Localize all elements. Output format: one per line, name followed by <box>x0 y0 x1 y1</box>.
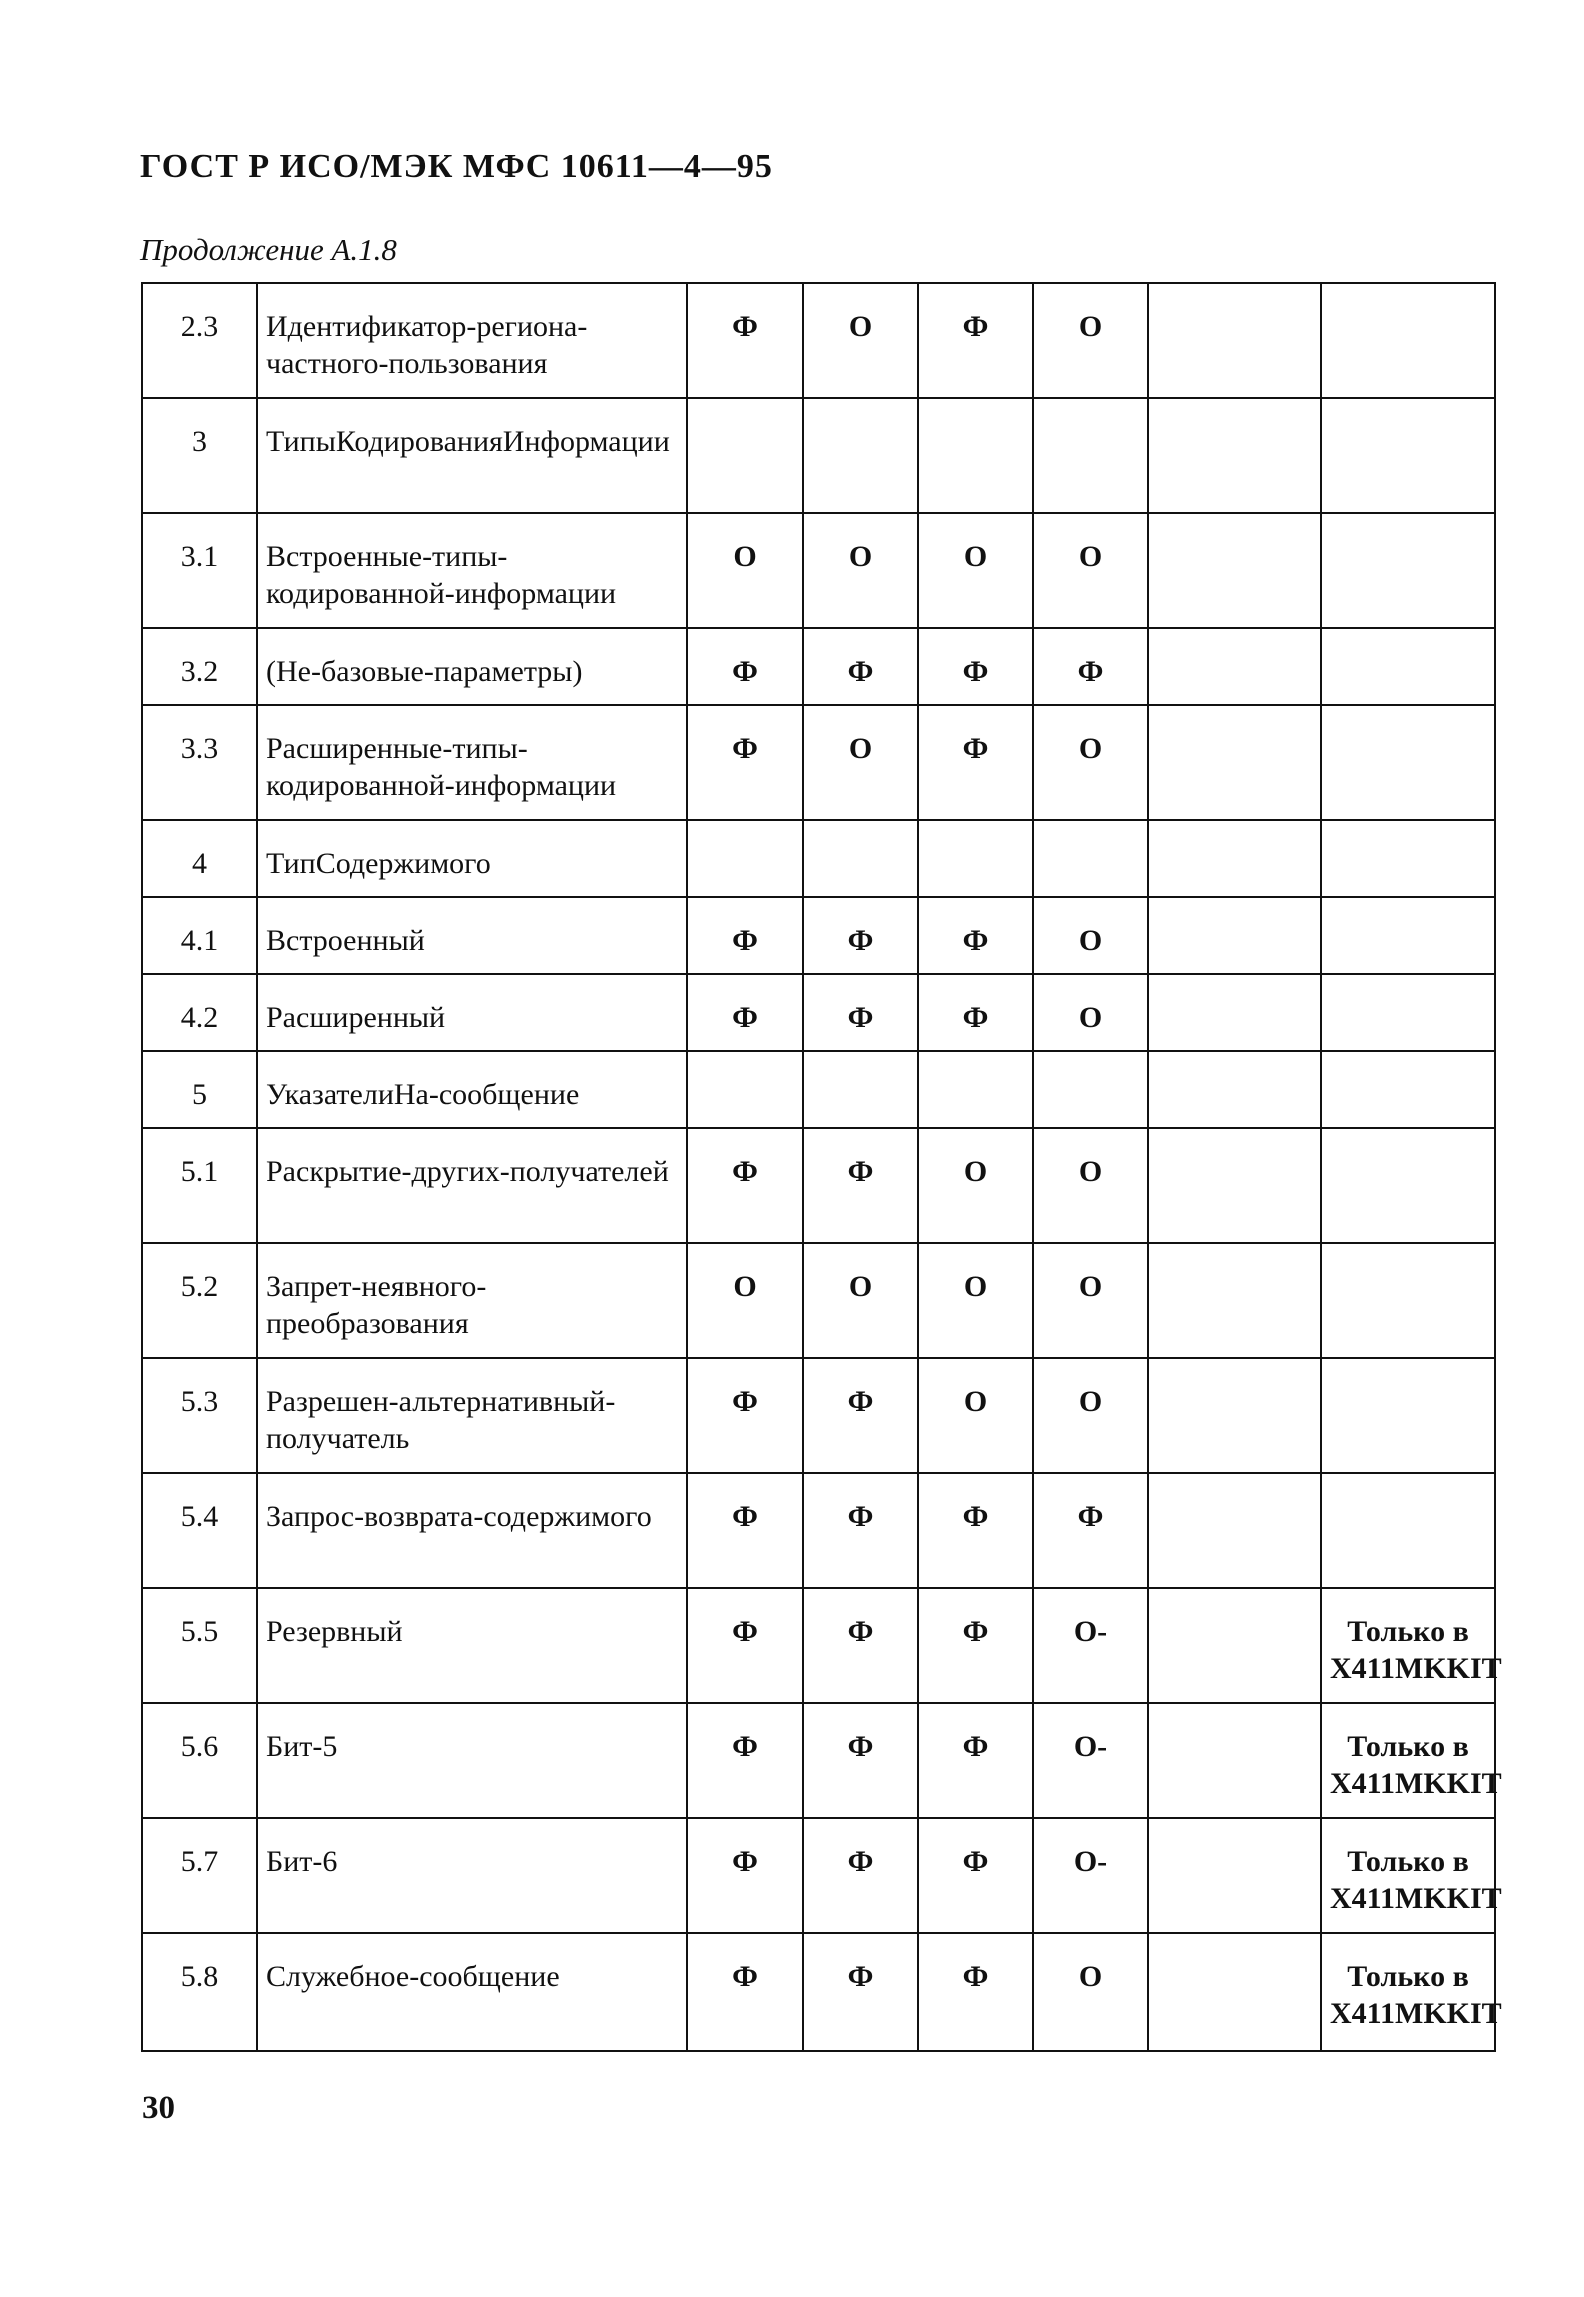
value-cell-5 <box>1148 1473 1321 1588</box>
row-name: Резервный <box>257 1588 687 1703</box>
table-row <box>142 705 1495 820</box>
value-cell-2: Ф <box>803 1128 918 1243</box>
value-cell-4 <box>1033 398 1148 513</box>
value-cell-1: Ф <box>687 1933 803 2051</box>
value-cell-5 <box>1148 628 1321 705</box>
note-cell <box>1321 705 1495 820</box>
note-cell <box>1321 1128 1495 1243</box>
value-cell-4: О <box>1033 513 1148 628</box>
value-cell-2: Ф <box>803 1933 918 2051</box>
table-row <box>142 820 1495 897</box>
row-name: Расширенные-типы-кодированной-информации <box>257 705 687 820</box>
value-cell-1: Ф <box>687 1818 803 1933</box>
value-cell-4: О <box>1033 1358 1148 1473</box>
table-row <box>142 513 1495 628</box>
value-cell-2: Ф <box>803 1818 918 1933</box>
table-row <box>142 1243 1495 1358</box>
value-cell-3 <box>918 1051 1033 1128</box>
value-cell-5 <box>1148 1588 1321 1703</box>
value-cell-5 <box>1148 283 1321 398</box>
value-cell-1: Ф <box>687 705 803 820</box>
value-cell-5 <box>1148 897 1321 974</box>
row-name: Раскрытие-других-получателей <box>257 1128 687 1243</box>
table-row <box>142 1473 1495 1588</box>
value-cell-3: Ф <box>918 974 1033 1051</box>
value-cell-4: О <box>1033 1128 1148 1243</box>
row-name: Запрет-неявного-преобразования <box>257 1243 687 1358</box>
note-cell: Только в X411MKKIT <box>1321 1703 1495 1818</box>
value-cell-1: Ф <box>687 897 803 974</box>
row-number: 5.3 <box>142 1358 257 1473</box>
value-cell-5 <box>1148 1243 1321 1358</box>
value-cell-4 <box>1033 820 1148 897</box>
value-cell-2 <box>803 1051 918 1128</box>
value-cell-1 <box>687 1051 803 1128</box>
row-number: 5.5 <box>142 1588 257 1703</box>
row-number: 5.7 <box>142 1818 257 1933</box>
page-header: ГОСТ Р ИСО/МЭК МФС 10611—4—95 <box>140 148 773 185</box>
row-number: 5.6 <box>142 1703 257 1818</box>
row-name: Встроенный <box>257 897 687 974</box>
value-cell-2: Ф <box>803 897 918 974</box>
value-cell-3: Ф <box>918 1703 1033 1818</box>
value-cell-5 <box>1148 705 1321 820</box>
table-row <box>142 398 1495 513</box>
value-cell-5 <box>1148 1818 1321 1933</box>
value-cell-4: О- <box>1033 1818 1148 1933</box>
value-cell-2: Ф <box>803 1473 918 1588</box>
value-cell-2 <box>803 820 918 897</box>
value-cell-3: Ф <box>918 1473 1033 1588</box>
table-row <box>142 1703 1495 1818</box>
value-cell-5 <box>1148 1933 1321 2051</box>
value-cell-2: О <box>803 513 918 628</box>
note-cell <box>1321 820 1495 897</box>
value-cell-5 <box>1148 1358 1321 1473</box>
value-cell-1: Ф <box>687 628 803 705</box>
value-cell-2 <box>803 398 918 513</box>
row-number: 3 <box>142 398 257 513</box>
note-cell <box>1321 513 1495 628</box>
note-cell: Только в X411MKKIT <box>1321 1933 1495 2051</box>
value-cell-2: Ф <box>803 1358 918 1473</box>
value-cell-3: Ф <box>918 1588 1033 1703</box>
value-cell-1: Ф <box>687 1703 803 1818</box>
row-name: Бит-6 <box>257 1818 687 1933</box>
value-cell-2: Ф <box>803 1588 918 1703</box>
value-cell-3: О <box>918 1358 1033 1473</box>
value-cell-1: Ф <box>687 1358 803 1473</box>
row-number: 3.2 <box>142 628 257 705</box>
row-number: 5.4 <box>142 1473 257 1588</box>
table-row <box>142 1358 1495 1473</box>
row-name: Служебное-сообщение <box>257 1933 687 2051</box>
row-name: УказателиНа-сообщение <box>257 1051 687 1128</box>
row-name: Расширенный <box>257 974 687 1051</box>
value-cell-4: Ф <box>1033 628 1148 705</box>
note-cell <box>1321 974 1495 1051</box>
table-row <box>142 628 1495 705</box>
value-cell-3: О <box>918 513 1033 628</box>
note-cell <box>1321 897 1495 974</box>
value-cell-1: Ф <box>687 1588 803 1703</box>
value-cell-4: О- <box>1033 1703 1148 1818</box>
note-cell <box>1321 1051 1495 1128</box>
table-row <box>142 1588 1495 1703</box>
value-cell-5 <box>1148 1051 1321 1128</box>
note-cell <box>1321 1473 1495 1588</box>
value-cell-5 <box>1148 1703 1321 1818</box>
row-number: 3.3 <box>142 705 257 820</box>
row-name: (Не-базовые-параметры) <box>257 628 687 705</box>
value-cell-5 <box>1148 974 1321 1051</box>
continuation-caption: Продолжение А.1.8 <box>140 232 397 267</box>
value-cell-5 <box>1148 398 1321 513</box>
row-name: ТипыКодированияИнформации <box>257 398 687 513</box>
note-cell <box>1321 1358 1495 1473</box>
value-cell-2: Ф <box>803 628 918 705</box>
table-row <box>142 283 1495 398</box>
value-cell-3: Ф <box>918 705 1033 820</box>
value-cell-4: О <box>1033 974 1148 1051</box>
value-cell-3 <box>918 398 1033 513</box>
row-name: Бит-5 <box>257 1703 687 1818</box>
value-cell-4: Ф <box>1033 1473 1148 1588</box>
note-cell <box>1321 1243 1495 1358</box>
note-cell <box>1321 628 1495 705</box>
value-cell-5 <box>1148 1128 1321 1243</box>
value-cell-4: О <box>1033 283 1148 398</box>
value-cell-1 <box>687 820 803 897</box>
value-cell-2: Ф <box>803 1703 918 1818</box>
row-number: 4.1 <box>142 897 257 974</box>
table-row <box>142 1051 1495 1128</box>
value-cell-4: О <box>1033 705 1148 820</box>
row-name: Разрешен-альтернативный-получатель <box>257 1358 687 1473</box>
note-cell <box>1321 398 1495 513</box>
note-cell: Только в X411MKKIT <box>1321 1818 1495 1933</box>
value-cell-4 <box>1033 1051 1148 1128</box>
note-cell <box>1321 283 1495 398</box>
value-cell-1: Ф <box>687 1473 803 1588</box>
value-cell-5 <box>1148 820 1321 897</box>
row-number: 3.1 <box>142 513 257 628</box>
value-cell-3: О <box>918 1243 1033 1358</box>
value-cell-4: О <box>1033 1243 1148 1358</box>
row-number: 4.2 <box>142 974 257 1051</box>
value-cell-4: О <box>1033 1933 1148 2051</box>
value-cell-2: О <box>803 283 918 398</box>
table-row <box>142 1933 1495 2051</box>
value-cell-2: О <box>803 705 918 820</box>
value-cell-2: О <box>803 1243 918 1358</box>
value-cell-1: Ф <box>687 974 803 1051</box>
row-number: 5.8 <box>142 1933 257 2051</box>
table-row <box>142 897 1495 974</box>
value-cell-3: Ф <box>918 1933 1033 2051</box>
value-cell-2: Ф <box>803 974 918 1051</box>
row-number: 5 <box>142 1051 257 1128</box>
row-number: 5.1 <box>142 1128 257 1243</box>
value-cell-3: О <box>918 1128 1033 1243</box>
value-cell-1: О <box>687 513 803 628</box>
row-number: 4 <box>142 820 257 897</box>
row-name: Встроенные-типы-кодированной-информации <box>257 513 687 628</box>
value-cell-1: О <box>687 1243 803 1358</box>
table-row <box>142 1128 1495 1243</box>
row-number: 2.3 <box>142 283 257 398</box>
value-cell-3 <box>918 820 1033 897</box>
value-cell-1: Ф <box>687 1128 803 1243</box>
row-number: 5.2 <box>142 1243 257 1358</box>
value-cell-5 <box>1148 513 1321 628</box>
value-cell-3: Ф <box>918 897 1033 974</box>
value-cell-4: О- <box>1033 1588 1148 1703</box>
table-body <box>142 283 1502 2051</box>
table-row <box>142 974 1495 1051</box>
spec-table <box>141 282 1502 2052</box>
page-number: 30 <box>142 2090 175 2126</box>
row-name: Идентификатор-региона-частного-пользования <box>257 283 687 398</box>
row-name: ТипСодержимого <box>257 820 687 897</box>
table-row <box>142 1818 1495 1933</box>
value-cell-4: О <box>1033 897 1148 974</box>
note-cell: Только в X411MKKIT <box>1321 1588 1495 1703</box>
value-cell-3: Ф <box>918 628 1033 705</box>
value-cell-3: Ф <box>918 1818 1033 1933</box>
row-name: Запрос-возврата-содержимого <box>257 1473 687 1588</box>
value-cell-1: Ф <box>687 283 803 398</box>
value-cell-3: Ф <box>918 283 1033 398</box>
value-cell-1 <box>687 398 803 513</box>
